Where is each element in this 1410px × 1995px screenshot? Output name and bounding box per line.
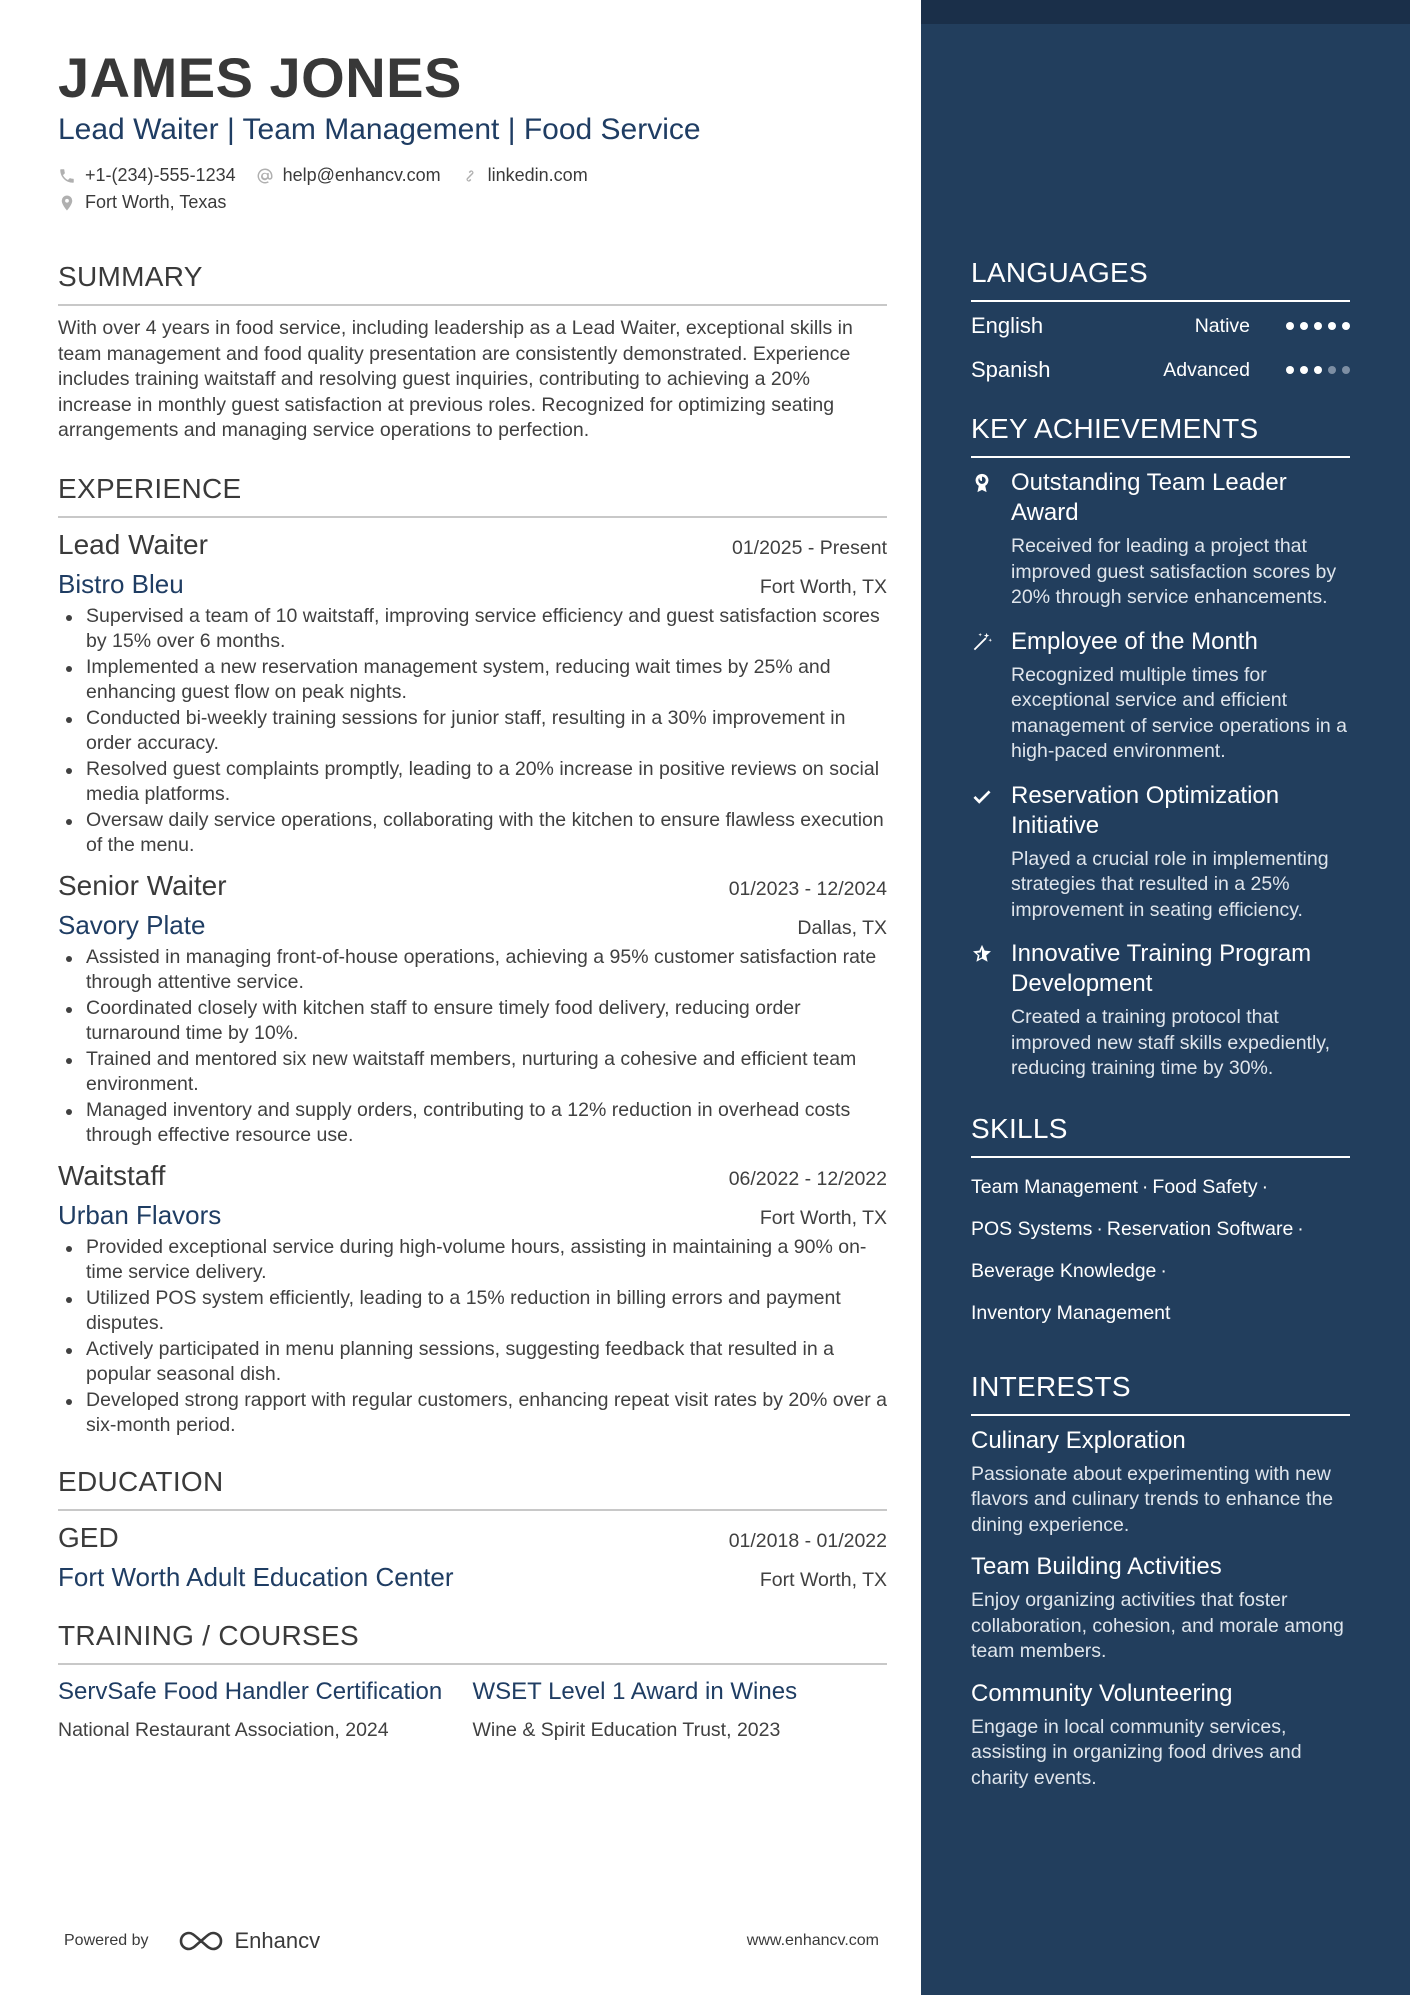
phone-number: +1-(234)-555-1234 <box>85 165 236 185</box>
headline: Lead Waiter | Team Management | Food Service <box>58 113 701 146</box>
job-bullets <box>58 945 887 1149</box>
job-bullets <box>58 604 887 859</box>
skill-tag: Beverage Knowledge <box>971 1259 1157 1282</box>
job-dates: 01/2023 - 12/2024 <box>728 877 887 900</box>
interest-desc: Passionate about experimenting with new flavors and culinary trends to enhance the dining experience. <box>971 1462 1334 1536</box>
language-level: Native <box>1194 314 1250 337</box>
proficiency-dot-empty <box>1328 366 1336 374</box>
job-title: Waitstaff <box>58 1159 166 1191</box>
location-text: Fort Worth, Texas <box>85 192 227 212</box>
bullet-item: Coordinated closely with kitchen staff to ensure timely food delivery, reducing order turnaround time by 10%. <box>58 996 887 1047</box>
job-entry <box>58 528 887 859</box>
achievement-desc: Received for leading a project that improved guest satisfaction scores by 20% through service enhancements. <box>1011 535 1337 608</box>
proficiency-dot-empty <box>1342 366 1350 374</box>
phone-icon <box>58 167 76 185</box>
bullet-item: Oversaw daily service operations, collaborating with the kitchen to ensure flawless execution of the menu. <box>58 808 887 859</box>
education-dates: 01/2018 - 01/2022 <box>728 1529 887 1552</box>
achievement-desc: Played a crucial role in implementing strategies that resulted in a 25% improvement in seating efficiency. <box>1011 847 1329 921</box>
section-divider <box>971 1414 1350 1416</box>
skill-tag: Food Safety <box>1152 1175 1258 1198</box>
achievement-title: Outstanding Team Leader Award <box>1011 469 1287 526</box>
skill-tag: POS Systems <box>971 1217 1093 1240</box>
section-divider <box>971 456 1350 458</box>
bullet-item: Supervised a team of 10 waitstaff, improving service efficiency and guest satisfaction scores by 15% over 6 months. <box>58 604 887 655</box>
summary-text: With over 4 years in food service, including leadership as a Lead Waiter, exceptional skills in team management and food quality presentation are consistently demonstrated. Experience includes training waitstaff and resolving guest inquiries, contributing to achieving a 20% increase in monthly guest satisfaction at previous roles. Recognized for optimizing seating arrangements and managing service operations to perfection. <box>58 317 853 441</box>
education-entry <box>58 1521 887 1593</box>
experience-title: EXPERIENCE <box>58 472 242 504</box>
achievement-item <box>971 468 1350 611</box>
powered-by-label: Powered by <box>64 1932 149 1949</box>
summary-section <box>58 260 887 444</box>
job-title: Lead Waiter <box>58 528 208 560</box>
sidebar <box>921 0 1410 1995</box>
job-location: Fort Worth, TX <box>759 1206 887 1229</box>
proficiency-dots <box>1280 322 1350 330</box>
linkedin-link: linkedin.com <box>487 165 588 185</box>
proficiency-dot-filled <box>1286 322 1294 330</box>
language-name: Spanish <box>971 357 1051 382</box>
summary-title: SUMMARY <box>58 261 203 292</box>
location-contact <box>58 192 226 213</box>
company-name: Bistro Bleu <box>58 568 184 599</box>
course-meta: National Restaurant Association, 2024 <box>58 1718 389 1741</box>
sidebar-top-band <box>921 0 1410 24</box>
company-name: Savory Plate <box>58 909 206 940</box>
achievement-item <box>971 627 1350 765</box>
proficiency-dot-filled <box>1286 366 1294 374</box>
achievement-item <box>971 939 1350 1082</box>
interest-desc: Engage in local community services, assisting in organizing food drives and charity events. <box>971 1715 1302 1789</box>
degree: GED <box>58 1521 119 1553</box>
footer-url[interactable]: www.enhancv.com <box>746 1932 879 1949</box>
skill-tag: Inventory Management <box>971 1301 1171 1324</box>
linkedin-contact[interactable] <box>461 165 588 186</box>
achievements-title: KEY ACHIEVEMENTS <box>971 413 1259 444</box>
medal-icon <box>971 472 993 494</box>
school-name: Fort Worth Adult Education Center <box>58 1561 454 1592</box>
languages-title: LANGUAGES <box>971 257 1148 288</box>
proficiency-dot-filled <box>1314 366 1322 374</box>
section-divider <box>971 300 1350 302</box>
experience-section <box>58 472 887 1439</box>
section-divider <box>58 304 887 306</box>
achievement-desc: Recognized multiple times for exceptional service and efficient management of service operations in a high-paced environment. <box>1011 663 1348 762</box>
bullet-item: Implemented a new reservation management system, reducing wait times by 25% and enhancing guest flow on peak nights. <box>58 655 887 706</box>
job-title: Senior Waiter <box>58 869 227 901</box>
achievement-title: Reservation Optimization Initiative <box>1011 781 1280 839</box>
language-name: English <box>971 313 1044 338</box>
language-item <box>971 304 1350 348</box>
course-title: WSET Level 1 Award in Wines <box>472 1677 798 1705</box>
achievement-title: Employee of the Month <box>1011 627 1258 655</box>
bullet-item: Provided exceptional service during high-volume hours, assisting in maintaining a 90% on-time service delivery. <box>58 1235 887 1286</box>
achievement-title: Innovative Training Program Development <box>1011 940 1312 997</box>
section-divider <box>971 1156 1350 1158</box>
enhancv-logo-icon <box>177 1928 225 1954</box>
proficiency-dots <box>1280 366 1350 374</box>
proficiency-dot-filled <box>1300 366 1308 374</box>
bullet-item: Resolved guest complaints promptly, leading to a 20% increase in positive reviews on social media platforms. <box>58 757 887 808</box>
email-address: help@enhancv.com <box>282 165 441 185</box>
course-entry <box>473 1677 888 1742</box>
bullet-item: Actively participated in menu planning sessions, suggesting feedback that resulted in a popular seasonal dish. <box>58 1337 887 1388</box>
course-entry <box>58 1677 473 1742</box>
bullet-item: Conducted bi-weekly training sessions for junior staff, resulting in a 30% improvement in order accuracy. <box>58 706 887 757</box>
skill-tag: Team Management <box>971 1175 1138 1198</box>
job-entry <box>58 869 887 1149</box>
interest-title: Team Building Activities <box>971 1553 1222 1580</box>
achievements-section <box>971 412 1350 1082</box>
course-title: ServSafe Food Handler Certification <box>58 1677 443 1705</box>
email-contact[interactable] <box>256 165 441 186</box>
phone-contact[interactable] <box>58 165 236 186</box>
job-entry <box>58 1159 887 1439</box>
star-icon <box>971 943 993 965</box>
skills-title: SKILLS <box>971 1112 1068 1144</box>
interest-item <box>971 1426 1350 1539</box>
location-pin-icon <box>58 194 76 212</box>
enhancv-logo[interactable] <box>177 1928 321 1954</box>
proficiency-dot-filled <box>1328 322 1336 330</box>
check-icon <box>971 785 993 807</box>
achievement-desc: Created a training protocol that improved new staff skills expediently, reducing training time by 30%. <box>1011 1006 1331 1079</box>
bullet-item: Assisted in managing front-of-house operations, achieving a 95% customer satisfaction rate through attentive service. <box>58 945 887 996</box>
brand-name: Enhancv <box>234 1928 321 1953</box>
interests-section <box>971 1370 1350 1792</box>
company-name: Urban Flavors <box>58 1199 222 1230</box>
bullet-item: Developed strong rapport with regular customers, enhancing repeat visit rates by 20% over a six-month period. <box>58 1388 887 1439</box>
contact-info <box>58 162 887 216</box>
interest-item <box>971 1679 1350 1792</box>
languages-section <box>971 256 1350 392</box>
interest-title: Culinary Exploration <box>971 1426 1186 1454</box>
interest-item <box>971 1552 1350 1665</box>
job-bullets <box>58 1235 887 1439</box>
interests-title: INTERESTS <box>971 1370 1131 1402</box>
magic-wand-icon <box>971 631 993 653</box>
candidate-name: JAMES JONES <box>58 46 462 109</box>
proficiency-dot-filled <box>1314 322 1322 330</box>
interest-title: Community Volunteering <box>971 1679 1233 1707</box>
link-icon <box>461 167 479 185</box>
interest-desc: Enjoy organizing activities that foster collaboration, cohesion, and morale among team members. <box>971 1589 1344 1662</box>
section-divider <box>58 1663 887 1665</box>
job-location: Fort Worth, TX <box>759 575 887 598</box>
skill-tag: Reservation Software <box>1106 1217 1294 1240</box>
proficiency-dot-filled <box>1300 322 1308 330</box>
training-title: TRAINING / COURSES <box>58 1619 359 1651</box>
job-dates: 06/2022 - 12/2022 <box>728 1167 887 1190</box>
bullet-item: Trained and mentored six new waitstaff members, nurturing a cohesive and efficient team environment. <box>58 1047 887 1098</box>
education-title: EDUCATION <box>58 1465 224 1497</box>
bullet-item: Managed inventory and supply orders, contributing to a 12% reduction in overhead costs through effective resource use. <box>58 1098 887 1149</box>
education-section <box>58 1465 887 1593</box>
language-level: Advanced <box>1163 358 1250 381</box>
school-location: Fort Worth, TX <box>759 1568 887 1591</box>
footer <box>64 1928 879 1954</box>
training-section <box>58 1619 887 1742</box>
skills-section <box>971 1112 1350 1334</box>
language-item <box>971 348 1350 392</box>
job-location: Dallas, TX <box>797 916 887 939</box>
course-meta: Wine & Spirit Education Trust, 2023 <box>472 1718 781 1741</box>
proficiency-dot-filled <box>1342 322 1350 330</box>
job-dates: 01/2025 - Present <box>731 536 887 559</box>
section-divider <box>58 1509 887 1511</box>
at-icon <box>256 167 274 185</box>
achievement-item <box>971 781 1350 924</box>
bullet-item: Utilized POS system efficiently, leading to a 15% reduction in billing errors and payment disputes. <box>58 1286 887 1337</box>
section-divider <box>58 516 887 518</box>
skills-list: Team Management · Food Safety · POS Systems · Reservation Software · Beverage Knowledge · Inventory Management <box>971 1175 1304 1324</box>
